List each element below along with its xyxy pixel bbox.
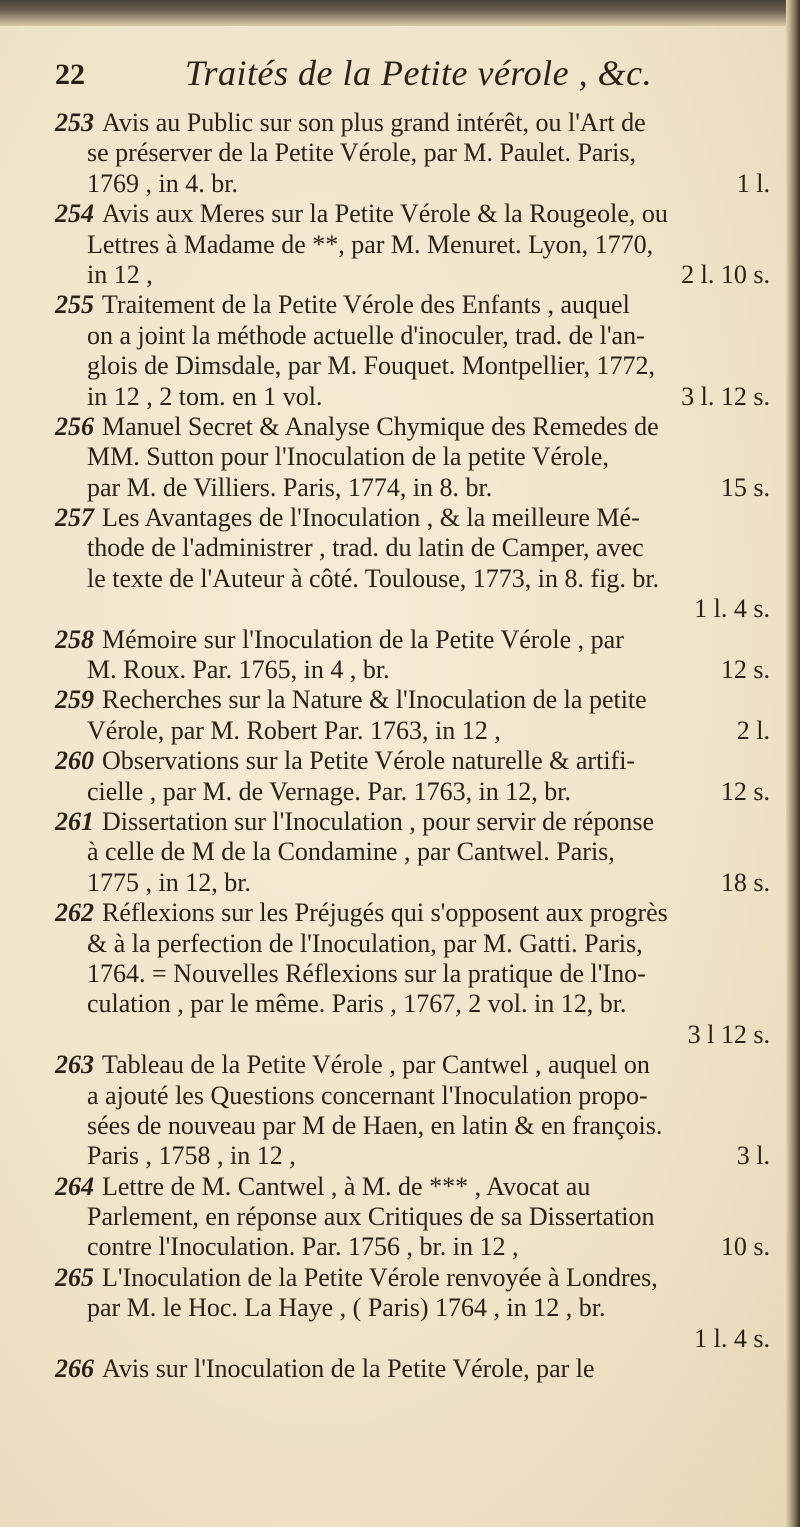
entry-text: M. Roux. Par. 1765, in 4 , br.: [87, 655, 390, 685]
entry-price: 18 s.: [720, 867, 770, 897]
entry-line: [55, 1081, 770, 1111]
catalogue-entry: [55, 625, 770, 686]
catalogue-entry: [55, 1172, 770, 1263]
entry-number: 260: [55, 746, 94, 776]
entry-line: [55, 351, 770, 381]
entry-line: [55, 1232, 770, 1262]
entry-line: [55, 1293, 770, 1323]
entry-text: Vérole, par M. Robert Par. 1763, in 12 ,: [87, 715, 501, 745]
entry-text: Observations sur la Petite Vérole naturelle & artifi-: [102, 746, 636, 776]
entry-number: 263: [55, 1050, 94, 1080]
entry-line: [55, 1111, 770, 1141]
entry-price: 10 s.: [720, 1232, 770, 1262]
entry-line: [55, 199, 770, 229]
entry-number: 254: [55, 199, 94, 229]
entry-number: 262: [55, 898, 94, 928]
entry-text: contre l'Inoculation. Par. 1756 , br. in 12 ,: [87, 1232, 519, 1262]
entry-price: 1 l. 4 s.: [694, 594, 770, 624]
entry-line: [55, 230, 770, 260]
entry-text: Lettre de M. Cantwel , à M. de *** , Avocat au: [102, 1171, 591, 1201]
entry-line: [55, 1202, 770, 1232]
catalogue-entry: [55, 503, 770, 625]
entry-number: 266: [55, 1354, 94, 1384]
entry-line: [55, 503, 770, 533]
entry-line: [55, 1263, 770, 1293]
entry-price: 12 s.: [720, 655, 770, 685]
entry-price: 1 l.: [736, 168, 770, 198]
entry-line: [55, 746, 770, 776]
page-right-edge: [786, 0, 800, 1527]
entry-line: [55, 321, 770, 351]
entry-line: [55, 1141, 770, 1171]
catalogue-entry: [55, 199, 770, 290]
entry-line: [55, 777, 770, 807]
entry-number: 261: [55, 806, 94, 836]
entry-line: [55, 1050, 770, 1080]
entry-text: Dissertation sur l'Inoculation , pour servir de réponse: [102, 806, 654, 836]
entry-line: [55, 685, 770, 715]
entry-line: [55, 625, 770, 655]
entry-number: 256: [55, 411, 94, 441]
entry-text: Tableau de la Petite Vérole , par Cantwel , auquel on: [102, 1050, 650, 1080]
entry-number: 255: [55, 290, 94, 320]
entry-price: 2 l.: [736, 715, 770, 745]
entry-text: Parlement, en réponse aux Critiques de sa Dissertation: [87, 1202, 655, 1232]
entry-text: Paris , 1758 , in 12 ,: [87, 1141, 296, 1171]
entry-line: [55, 716, 770, 746]
entry-price: 12 s.: [720, 776, 770, 806]
entry-line: [55, 473, 770, 503]
entry-price: 1 l. 4 s.: [694, 1323, 770, 1353]
entry-text: 1769 , in 4. br.: [87, 168, 238, 198]
entry-line: [55, 442, 770, 472]
entry-text: Mémoire sur l'Inoculation de la Petite Vérole , par: [102, 624, 624, 654]
catalogue-entry: [55, 898, 770, 1050]
entry-text: par M. de Villiers. Paris, 1774, in 8. br.: [87, 472, 493, 502]
catalogue-entry: [55, 1263, 770, 1354]
page-header: [55, 52, 755, 102]
entry-line: [55, 169, 770, 199]
entry-text: 1764. = Nouvelles Réflexions sur la pratique de l'Ino-: [87, 958, 646, 988]
entry-text: Traitement de la Petite Vérole des Enfants , auquel: [102, 290, 630, 320]
entry-text: se préserver de la Petite Vérole, par M. Paulet. Paris,: [87, 138, 636, 168]
entry-text: Avis au Public sur son plus grand intérêt, ou l'Art de: [102, 108, 646, 137]
entry-number: 259: [55, 685, 94, 715]
entry-text: Réflexions sur les Préjugés qui s'opposent aux progrès: [102, 898, 668, 928]
entry-line: [55, 533, 770, 563]
entry-line: [55, 929, 770, 959]
entry-text: in 12 ,: [87, 259, 153, 289]
entry-line: [55, 564, 770, 594]
entry-line: [55, 807, 770, 837]
catalogue-entry: [55, 685, 770, 746]
entry-line: [55, 290, 770, 320]
catalogue-entry: [55, 746, 770, 807]
entry-line: [55, 382, 770, 412]
catalogue-entry: [55, 290, 770, 412]
entry-line: [55, 1354, 770, 1384]
entry-line: [55, 989, 770, 1019]
entry-text: thode de l'administrer , trad. du latin de Camper, avec: [87, 533, 644, 563]
page-number: 22: [55, 58, 85, 91]
entry-price: 15 s.: [720, 472, 770, 502]
entry-text: à celle de M de la Condamine , par Cantwel. Paris,: [87, 837, 615, 867]
entry-line: [55, 108, 770, 138]
entry-price: 3 l. 12 s.: [681, 381, 770, 411]
entry-text: Avis aux Meres sur la Petite Vérole & la Rougeole, ou: [102, 199, 668, 229]
entry-text: Lettres à Madame de **, par M. Menuret. Lyon, 1770,: [87, 229, 654, 259]
entry-price: 2 l. 10 s.: [681, 259, 770, 289]
entry-text: culation , par le même. Paris , 1767, 2 vol. in 12, br.: [87, 989, 627, 1019]
entry-line: [55, 655, 770, 685]
entry-text: on a joint la méthode actuelle d'inoculer, trad. de l'an-: [87, 320, 645, 350]
entry-line: [55, 1172, 770, 1202]
entry-text: MM. Sutton pour l'Inoculation de la petite Vérole,: [87, 442, 609, 472]
entry-number: 264: [55, 1171, 94, 1201]
entry-text: Les Avantages de l'Inoculation , & la meilleure Mé-: [102, 503, 640, 533]
entry-line: [55, 959, 770, 989]
entry-text: 1775 , in 12, br.: [87, 867, 251, 897]
entry-text: par M. le Hoc. La Haye , ( Paris) 1764 , in 12 , br.: [87, 1293, 606, 1323]
entry-number: 253: [55, 108, 94, 137]
running-title: Traités de la Petite vérole , &c.: [185, 53, 653, 93]
entry-text: a ajouté les Questions concernant l'Inoculation propo-: [87, 1080, 648, 1110]
catalogue-entry: [55, 1354, 770, 1384]
entry-line: [55, 868, 770, 898]
entry-text: Avis sur l'Inoculation de la Petite Vérole, par le: [102, 1354, 595, 1384]
entry-line: [55, 898, 770, 928]
entry-number: 257: [55, 503, 94, 533]
entry-number: 265: [55, 1262, 94, 1292]
entry-number: 258: [55, 624, 94, 654]
entry-price: 3 l 12 s.: [687, 1019, 770, 1049]
entry-text: Manuel Secret & Analyse Chymique des Remedes de: [102, 411, 659, 441]
catalogue-entry: [55, 807, 770, 898]
catalogue-entry: [55, 412, 770, 503]
entry-line: [55, 837, 770, 867]
entry-text: cielle , par M. de Vernage. Par. 1763, in 12, br.: [87, 776, 572, 806]
entry-line: [55, 138, 770, 168]
entry-text: & à la perfection de l'Inoculation, par M. Gatti. Paris,: [87, 928, 643, 958]
entry-text: glois de Dimsdale, par M. Fouquet. Montpellier, 1772,: [87, 351, 656, 381]
catalogue-entries: [55, 108, 770, 1384]
entry-text: sées de nouveau par M de Haen, en latin & en françois.: [87, 1110, 663, 1140]
entry-text: L'Inoculation de la Petite Vérole renvoyée à Londres,: [102, 1262, 658, 1292]
page-top-edge: [0, 0, 800, 26]
entry-line: [55, 412, 770, 442]
entry-price: 3 l.: [736, 1141, 770, 1171]
entry-line: [55, 260, 770, 290]
entry-text: in 12 , 2 tom. en 1 vol.: [87, 381, 323, 411]
catalogue-entry: [55, 1050, 770, 1172]
entry-text: Recherches sur la Nature & l'Inoculation de la petite: [102, 685, 647, 715]
entry-text: le texte de l'Auteur à côté. Toulouse, 1773, in 8. fig. br.: [87, 563, 660, 593]
catalogue-entry: [55, 108, 770, 199]
